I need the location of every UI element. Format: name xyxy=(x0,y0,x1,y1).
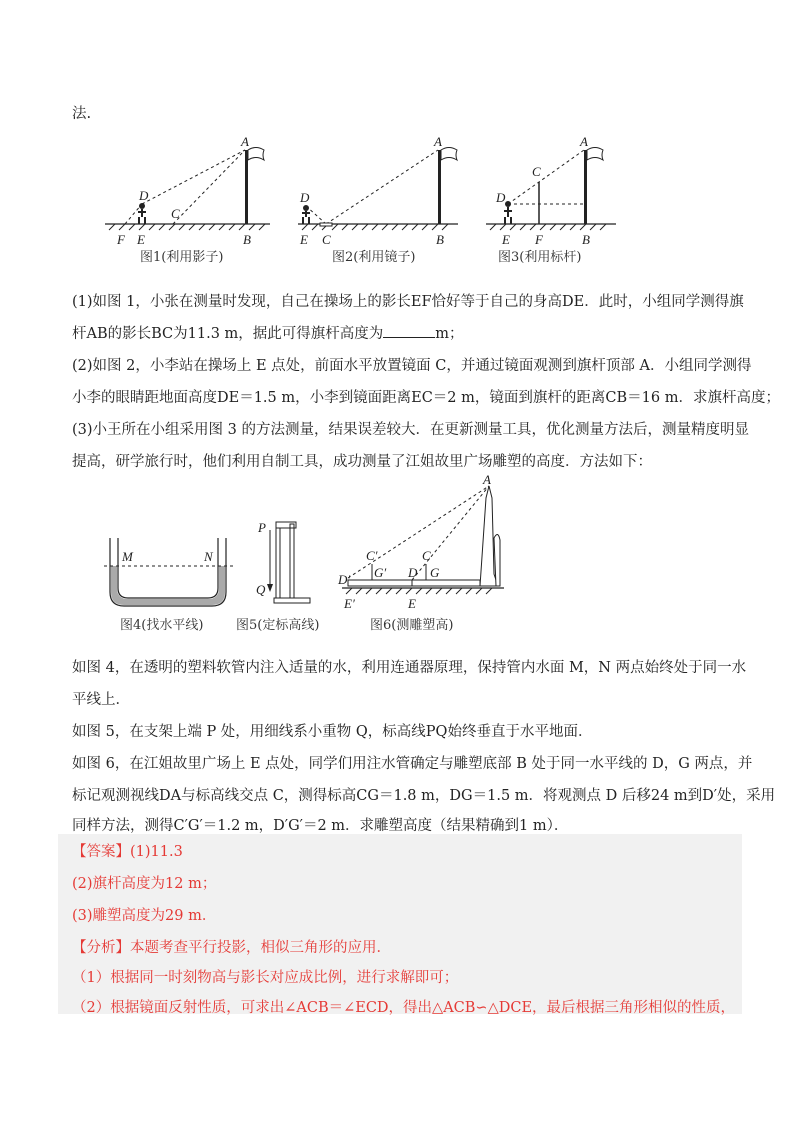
answer-blank xyxy=(383,325,435,338)
figure-1-shadow xyxy=(105,134,275,258)
answer-line-1 xyxy=(72,840,183,861)
f1-label-D: D xyxy=(139,188,149,203)
f1-label-F: F xyxy=(117,232,125,247)
f1-label-A: A xyxy=(241,134,249,149)
answer-label: 【答案】 xyxy=(72,844,130,860)
f6-label-C-prime: C′ xyxy=(366,548,378,563)
f6-label-E: E xyxy=(408,596,416,611)
method-fig4-line-1: 如图 4，在透明的塑料软管内注入适量的水，利用连通器原理，保持管内水面 M，N 两点始终处于同一水 xyxy=(72,660,747,676)
figure-3-pole xyxy=(486,134,626,258)
f2-label-E: E xyxy=(300,232,308,247)
f6-label-D: D xyxy=(408,565,418,580)
fig3-caption: 图3(利用标杆) xyxy=(498,250,582,265)
fig1-caption: 图1(利用影子) xyxy=(140,250,224,265)
f1-label-B: B xyxy=(243,232,251,247)
analysis-intro: 本题考查平行投影，相似三角形的应用． xyxy=(130,940,391,956)
analysis-line-1 xyxy=(72,936,391,957)
answer-2: (2)旗杆高度为12 m； xyxy=(72,876,217,892)
f3-label-E: E xyxy=(502,232,510,247)
f3-label-F: F xyxy=(535,232,543,247)
fig6-caption: 图6(测雕塑高) xyxy=(370,618,454,633)
q3-line-2: 提高，研学旅行时，他们利用自制工具，成功测量了江姐故里广场雕塑的高度．方法如下： xyxy=(72,454,652,470)
analysis-line-2: （1）根据同一时刻物高与影长对应成比例，进行求解即可； xyxy=(72,970,459,986)
q1-line-2-unit: m； xyxy=(435,326,464,342)
f2-label-C: C xyxy=(322,232,331,247)
intro-text: 法. xyxy=(72,106,92,122)
answer-1: (1)11.3 xyxy=(130,844,183,860)
fig4-caption: 图4(找水平线) xyxy=(120,618,204,633)
f5-label-P: P xyxy=(258,520,266,535)
f3-label-B: B xyxy=(582,232,590,247)
figure-6-sculpture xyxy=(336,472,511,613)
f6-label-C: C xyxy=(422,548,431,563)
f5-label-Q: Q xyxy=(256,582,266,597)
q1-line-2-text: 杆AB的影长BC为11.3 m，据此可得旗杆高度为 xyxy=(72,326,384,342)
fig5-caption: 图5(定标高线) xyxy=(236,618,320,633)
f2-label-D: D xyxy=(300,190,310,205)
f3-label-A: A xyxy=(580,134,588,149)
f3-label-D: D xyxy=(496,190,506,205)
f2-label-B: B xyxy=(436,232,444,247)
q2-line-1: (2)如图 2，小李站在操场上 E 点处，前面水平放置镜面 C，并通过镜面观测到旗杆顶部 A．小组同学测得 xyxy=(72,358,752,374)
f3-label-C: C xyxy=(532,164,541,179)
f2-label-A: A xyxy=(434,134,442,149)
figure-5-plumb-line xyxy=(254,518,324,608)
f6-label-A: A xyxy=(483,472,491,487)
f6-label-G-prime: G′ xyxy=(374,565,387,580)
analysis-line-3: （2）根据镜面反射性质，可求出∠ACB＝∠ECD，得出△ACB∽△DCE，最后根据三角形相似的性质， xyxy=(72,1000,736,1016)
f4-label-N: N xyxy=(204,549,213,564)
method-fig5: 如图 5，在支架上端 P 处，用细线系小重物 Q，标高线PQ始终垂直于水平地面． xyxy=(72,724,593,740)
fig2-caption: 图2(利用镜子) xyxy=(332,250,416,265)
f1-label-E: E xyxy=(137,232,145,247)
f6-label-D-prime: D′ xyxy=(338,572,351,587)
f6-label-G: G xyxy=(430,565,440,580)
method-fig6-line-1: 如图 6，在江姐故里广场上 E 点处，同学们用注水管确定与雕塑底部 B 处于同一水平线的 D，G 两点，并 xyxy=(72,756,753,772)
q3-line-1: (3)小王所在小组采用图 3 的方法测量，结果误差较大．在更新测量工具，优化测量方法后，测量精度明显 xyxy=(72,422,749,438)
figure-2-mirror xyxy=(298,134,468,258)
answer-3: (3)雕塑高度为29 m． xyxy=(72,908,217,924)
method-fig6-line-2: 标记观测视线DA与标高线交点 C，测得标高CG＝1.8 m，DG＝1.5 m．将观测点 D 后移24 m到D′处，采用 xyxy=(72,788,776,804)
q1-line-2 xyxy=(72,322,464,343)
analysis-label: 【分析】 xyxy=(72,940,130,956)
f6-label-E-prime: E′ xyxy=(344,596,355,611)
q1-line-1: (1)如图 1，小张在测量时发现，自己在操场上的影长EF恰好等于自己的身高DE．此时，小组同学测得旗 xyxy=(72,294,744,310)
method-fig4-line-2: 平线上． xyxy=(72,692,130,708)
f4-label-M: M xyxy=(122,549,133,564)
f1-label-C: C xyxy=(171,206,180,221)
q2-line-2: 小李的眼睛距地面高度DE＝1.5 m，小李到镜面距离EC＝2 m，镜面到旗杆的距离CB＝16 m．求旗杆高度； xyxy=(72,390,780,406)
method-fig6-line-3: 同样方法，测得C′G′＝1.2 m，D′G′＝2 m．求雕塑高度（结果精确到1 m）． xyxy=(72,818,569,834)
